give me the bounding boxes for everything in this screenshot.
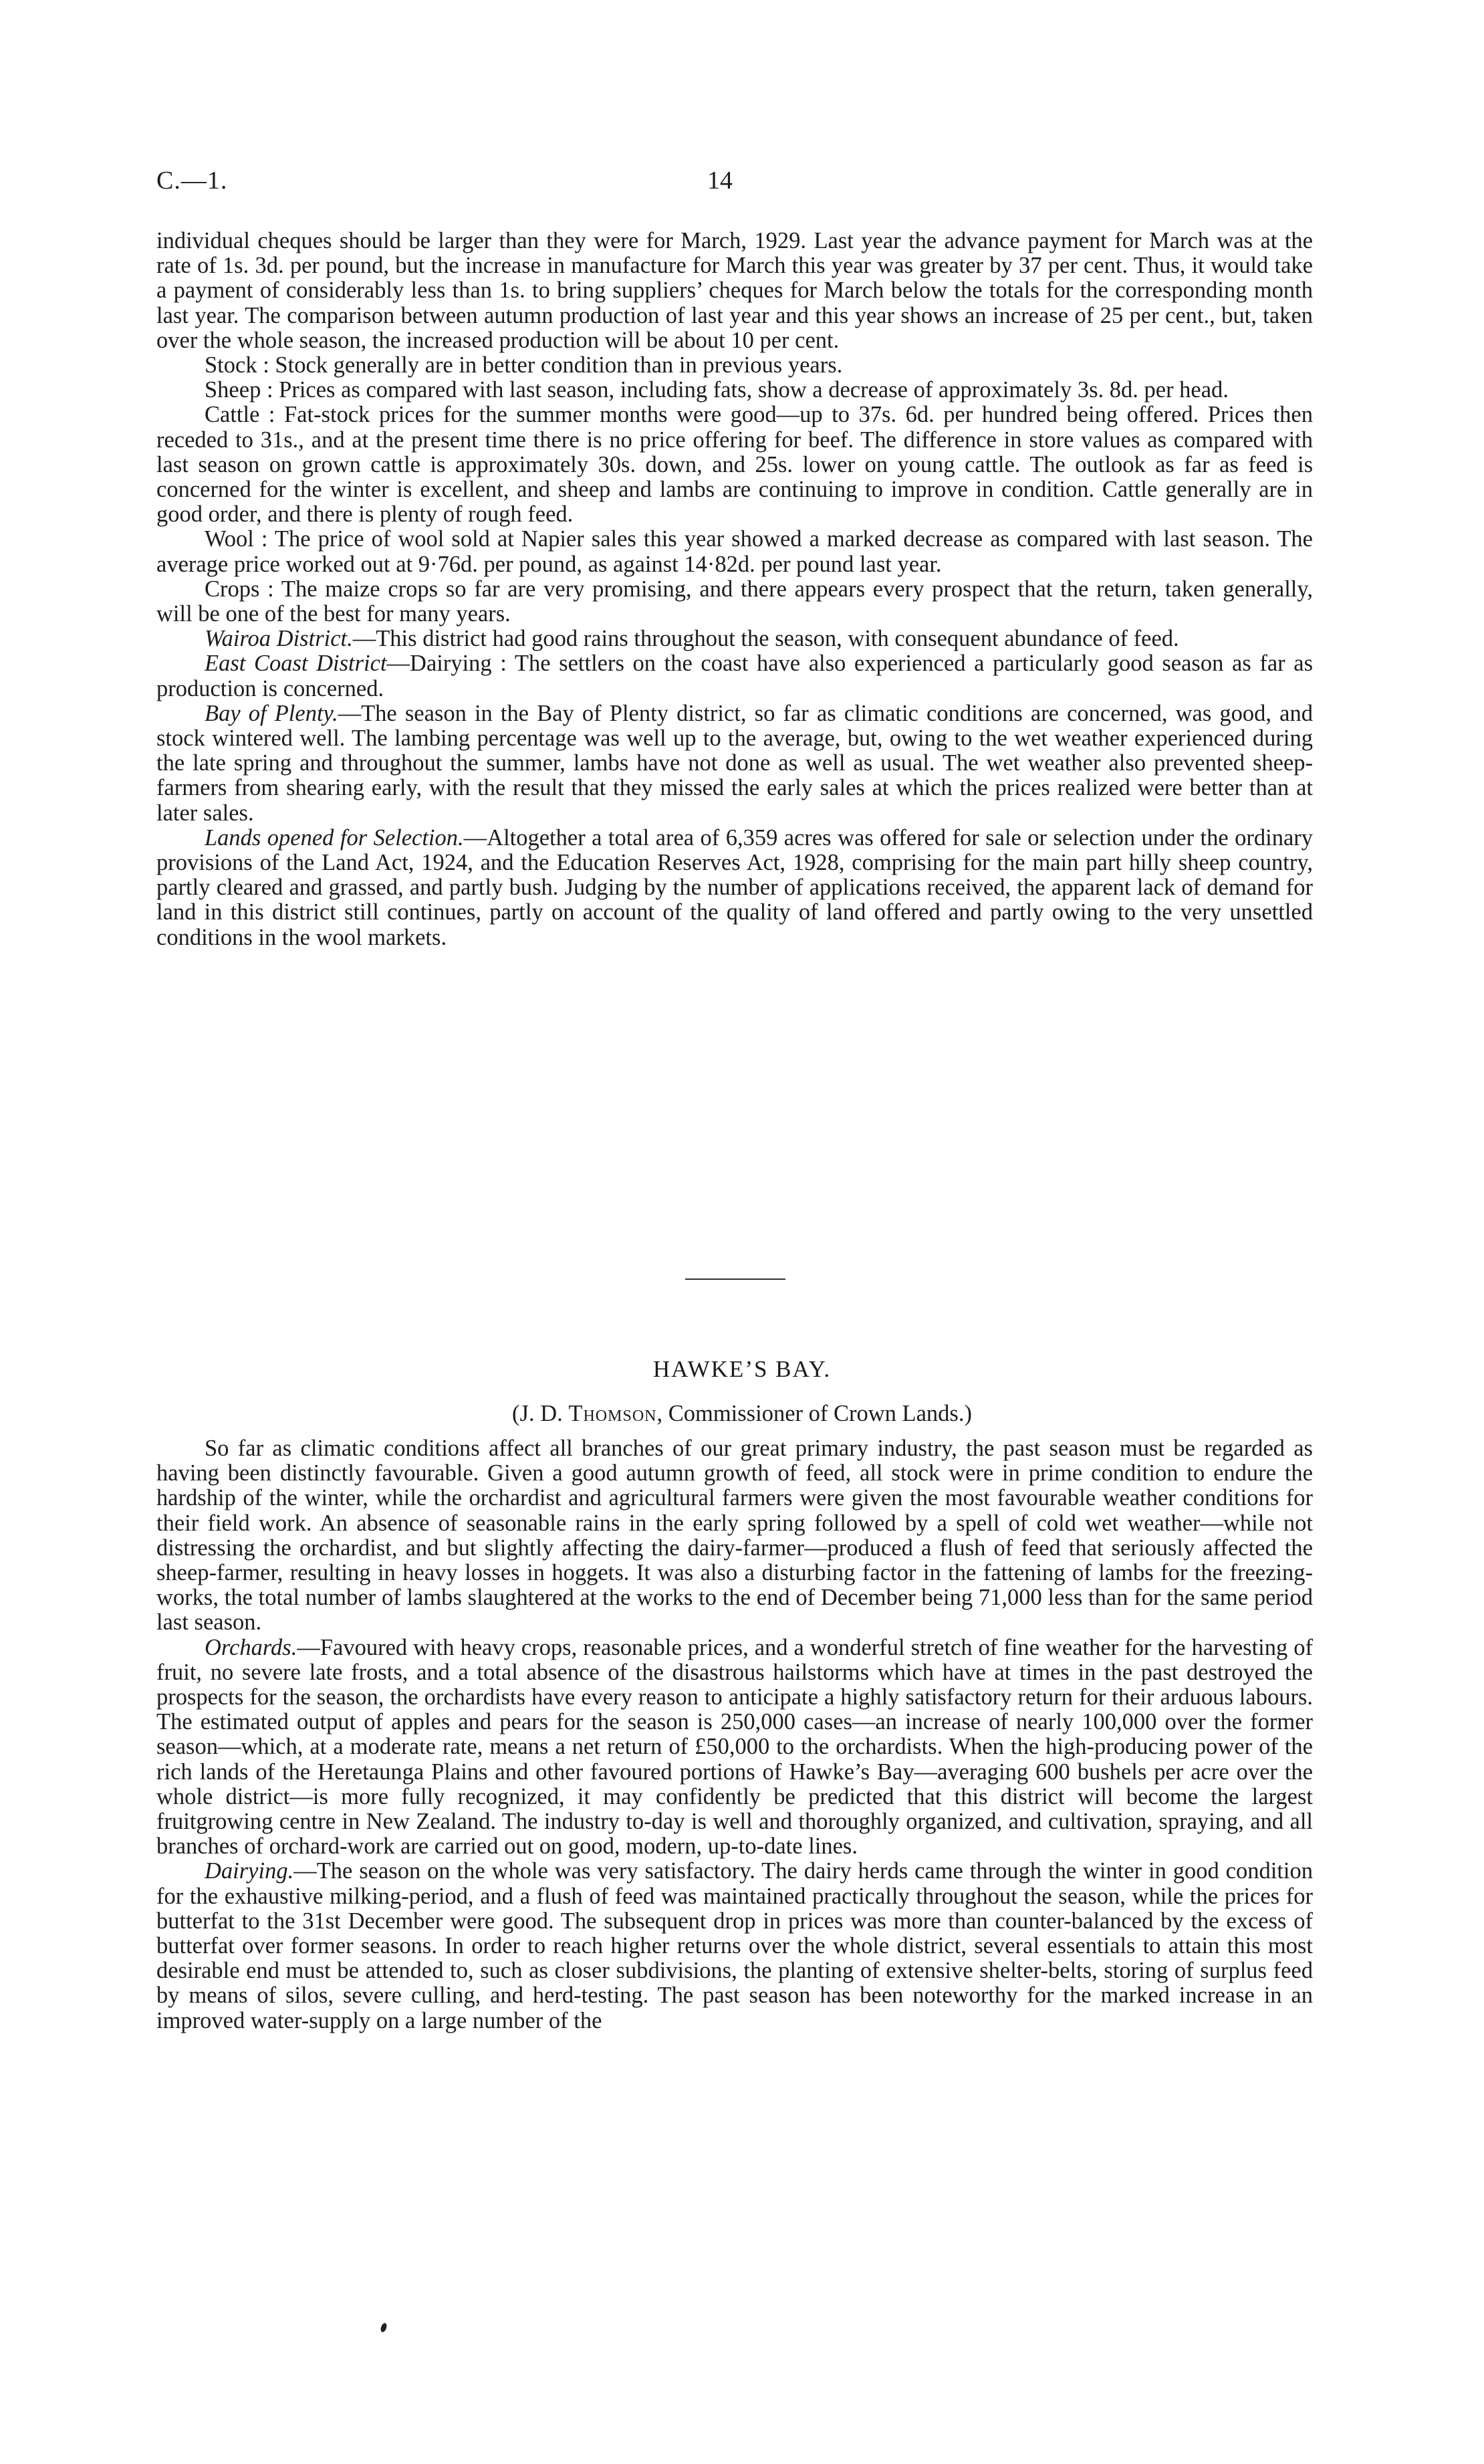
paragraph-wairoa: [156, 627, 1313, 651]
orchards-label: Orchards.: [205, 1634, 297, 1660]
bay-of-plenty-text: —The season in the Bay of Plenty district, so far as climatic conditions are concerned, was good, and stock wintered well. The lambing percentage was well up to the average, but, owing to the wet weather experienced during the late spring and throughout the summer, lambs have not done as well as usual. The wet weather also prevented sheep-farmers from shearing early, with the result that they missed the early sales at which the prices realized were better than at later sales.: [156, 700, 1313, 826]
paragraph-wool: Wool : The price of wool sold at Napier sales this year showed a marked decrease as compared with last season. The average price worked out at 9·76d. per pound, as against 14·82d. per pound last year.: [156, 526, 1313, 577]
section-author: [0, 1401, 1484, 1427]
dairying-label: Dairying.: [205, 1858, 294, 1884]
text-block-upper: [156, 229, 1313, 950]
paragraph-orchards: [156, 1636, 1313, 1860]
author-open: (J. D.: [512, 1401, 569, 1426]
paragraph-continuation: individual cheques should be larger than they were for March, 1929. Last year the advance payment for March was at the rate of 1s. 3d. per pound, but the increase in manufacture for March this year was greater by 37 per cent. Thus, it would take a payment of considerably less than 1s. to bring suppliers’ cheques for March below the totals for the corresponding month last year. The comparison between autumn production of last year and this year shows an increase of 25 per cent., but, taken over the whole season, the increased production will be about 10 per cent.: [156, 228, 1313, 353]
paragraph-stock: Stock : Stock generally are in better condition than in previous years.: [205, 352, 843, 378]
text-block-lower: [156, 1436, 1313, 2033]
dairying-text: —The season on the whole was very satisfactory. The dairy herds came through the winter in good condition for the exhaustive milking-period, and a flush of feed was maintained practically throughout the season, while the prices for butterfat to the 31st December were good. The subsequent drop in prices was more than counter-balanced by the excess of butterfat over former seasons. In order to reach higher returns over the whole district, several essentials to attain this most desirable end must be attended to, such as closer subdivisions, the planting of extensive shelter-belts, storing of surplus feed by means of silos, severe culling, and herd-testing. The past season has been noteworthy for the marked increase in an improved water-supply on a large number of the: [156, 1858, 1313, 2033]
paragraph-crops: Crops : The maize crops so far are very promising, and there appears every prospect that the return, taken generally, will be one of the best for many years.: [156, 576, 1313, 627]
page-header: [0, 166, 1484, 206]
paragraph-climate: So far as climatic conditions affect all branches of our great primary industry, the past season must be regarded as having been distinctly favourable. Given a good autumn growth of feed, all stock were in prime condition to endure the hardship of the winter, while the orchardist and agricultural farmers were given the most favourable weather conditions for their field work. An absence of seasonable rains in the early spring followed by a spell of cold wet weather—while not distressing the orchardist, and but slightly affecting the dairy-farmer—produced a flush of feed that seriously affected the sheep-farmer, resulting in heavy losses in hoggets. It was also a disturbing factor in the fattening of lambs for the freezing-works, the total number of lambs slaughtered at the works to the end of December being 71,000 less than for the same period last season.: [156, 1436, 1313, 1636]
section-heading: HAWKE’S BAY.: [652, 1356, 832, 1382]
paragraph-sheep: Sheep : Prices as compared with last season, including fats, show a decrease of approximately 3s. 8d. per head.: [205, 377, 1229, 403]
east-coast-label: East Coast District: [205, 651, 387, 677]
orchards-text: —Favoured with heavy crops, reasonable prices, and a wonderful stretch of fine weather for the harvesting of fruit, no severe late frosts, and a total absence of the disastrous hailstorms which have at times in the past destroyed the prospects for the season, the orchardists have every reason to anticipate a highly satisfactory return for their arduous labours. The estimated output of apples and pears for the season is 250,000 cases—an increase of nearly 100,000 over the former season—which, at a moderate rate, means a net return of £50,000 to the orchardists. When the high-producing power of the rich lands of the Heretaunga Plains and other favoured portions of Hawke’s Bay—averaging 600 bushels per acre over the whole district—is more fully recognized, it may confidently be predicted that this district will become the largest fruitgrowing centre in New Zealand. The industry to-day is well and thoroughly organized, and cultivation, spraying, and all branches of orchard-work are carried out on good, modern, up-to-date lines.: [156, 1634, 1313, 1860]
bay-of-plenty-label: Bay of Plenty.: [205, 700, 338, 726]
lands-opened-label: Lands opened for Selection.: [205, 824, 464, 851]
ink-speck: [380, 2322, 388, 2333]
author-rest: , Commissioner of Crown Lands.): [656, 1401, 972, 1426]
document-reference: C.—1.: [156, 166, 228, 195]
paragraph-dairying: [156, 1859, 1313, 2033]
paragraph-bay-of-plenty: [156, 701, 1313, 826]
paragraph-east-coast: [156, 651, 1313, 701]
paragraph-cattle: Cattle : Fat-stock prices for the summer months were good—up to 37s. 6d. per hundred being offered. Prices then receded to 31s., and at the present time there is no price offering for beef. The difference in store values as compared with last season on grown cattle is approximately 30s. down, and 25s. lower on young cattle. The outlook as far as feed is concerned for the winter is excellent, and sheep and lambs are continuing to improve in condition. Cattle generally are in good order, and there is plenty of rough feed.: [156, 402, 1313, 528]
section-divider: [685, 1278, 785, 1280]
east-coast-text: —Dairying : The settlers on the coast have also experienced a particularly good season as far as production is concerned.: [156, 651, 1313, 701]
paragraph-lands-opened: [156, 826, 1313, 950]
page-number: 14: [707, 166, 733, 195]
lands-opened-text: —Altogether a total area of 6,359 acres was offered for sale or selection under the ordinary provisions of the Land Act, 1924, and the Education Reserves Act, 1928, comprising for the main part hilly sheep country, partly cleared and grassed, and partly bush. Judging by the number of applications received, the apparent lack of demand for land in this district still continues, partly on account of the quality of land offered and partly owing to the very unsettled conditions in the wool markets.: [156, 824, 1314, 950]
wairoa-text: —This district had good rains throughout the season, with consequent abundance of feed.: [352, 626, 1179, 652]
author-name: Thomson: [568, 1401, 657, 1426]
wairoa-label: Wairoa District.: [205, 626, 353, 652]
